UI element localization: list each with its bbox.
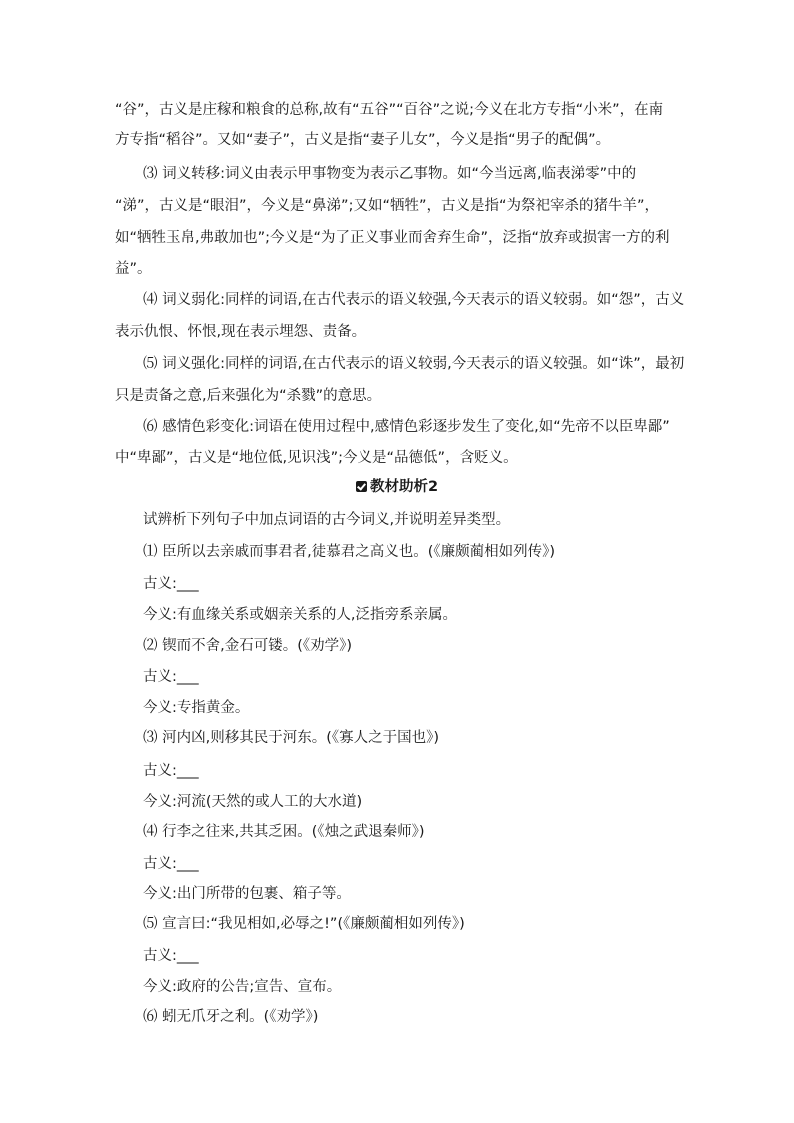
paragraph-line: ⑹ 感情色彩变化:词语在使用过程中,感情色彩逐步发生了变化,如“先帝不以臣卑鄙” xyxy=(143,419,670,435)
modern-meaning: 今义:河流(天然的或人工的大水道) xyxy=(143,794,363,810)
paragraph-line: ⑷ 词义弱化:同样的词语,在古代表示的语义较强,今天表示的语义较弱。如“怨”，古义 xyxy=(143,292,685,308)
paragraph-line: “谷”，古义是庄稼和粮食的总称,故有“五谷”“百谷”之说;今义在北方专指“小米”，在南 xyxy=(115,102,664,118)
paragraph-line: 中“卑鄙”，古义是“地位低,见识浅”;今义是“品德低”，含贬义。 xyxy=(115,450,518,466)
ancient-meaning-blank: 古义:___ xyxy=(143,948,199,964)
paragraph-line: 只是责备之意,后来强化为“杀戮”的意思。 xyxy=(115,388,382,404)
ancient-meaning-blank: 古义:___ xyxy=(143,763,199,779)
paragraph-line: 方专指“稻谷”。又如“妻子”，古义是指“妻子儿女”，今义是指“男子的配偶”。 xyxy=(115,132,611,148)
question-text: ⑴ 臣所以去亲戚而事君者,徒慕君之高义也。(《廉颇蔺相如列传》) xyxy=(143,544,556,560)
paragraph-line: 如“牺牲玉帛,弗敢加也”;今义是“为了正义事业而舍弃生命”，泛指“放弃或损害一方的利 xyxy=(115,230,670,246)
paragraph-line: ⑶ 词义转移:词义由表示甲事物变为表示乙事物。如“今当远离,临表涕零”中的 xyxy=(143,166,637,182)
modern-meaning: 今义:出门所带的包裹、箱子等。 xyxy=(143,886,351,902)
modern-meaning: 今义:有血缘关系或姻亲关系的人,泛指旁系亲属。 xyxy=(143,607,457,623)
question-text: ⑸ 宣言曰:“我见相如,必辱之!”(《廉颇蔺相如列传》) xyxy=(143,916,465,932)
ancient-meaning-blank: 古义:___ xyxy=(143,669,199,685)
paragraph-line: ⑸ 词义强化:同样的词语,在古代表示的语义较弱,今天表示的语义较强。如“诛”，最初 xyxy=(143,356,685,372)
question-text: ⑶ 河内凶,则移其民于河东。(《寡人之于国也》) xyxy=(143,730,440,746)
modern-meaning: 今义:政府的公告;宣告、宣布。 xyxy=(143,979,342,995)
instruction-text: 试辨析下列句子中加点词语的古今词义,并说明差异类型。 xyxy=(143,512,511,528)
question-text: ⑹ 蚓无爪牙之利。(《劝学》) xyxy=(143,1009,319,1025)
modern-meaning: 今义:专指黄金。 xyxy=(143,700,250,716)
ancient-meaning-blank: 古义:___ xyxy=(143,856,199,872)
section-title xyxy=(0,477,794,499)
paragraph-line: 表示仇恨、怀恨,现在表示埋怨、责备。 xyxy=(115,324,367,340)
paragraph-line: 益”。 xyxy=(115,261,152,277)
checkbox-icon xyxy=(356,481,367,492)
ancient-meaning-blank: 古义:___ xyxy=(143,576,199,592)
question-text: ⑷ 行李之往来,共其乏困。(《烛之武退秦师》) xyxy=(143,824,425,840)
question-text: ⑵ 锲而不舍,金石可镂。(《劝学》) xyxy=(143,638,353,654)
paragraph-line: “涕”，古义是“眼泪”，今义是“鼻涕”;又如“牺牲”，古义是指“为祭祀宰杀的猪牛羊”， xyxy=(115,198,660,214)
section-title-text: 教材助析2 xyxy=(369,479,439,495)
